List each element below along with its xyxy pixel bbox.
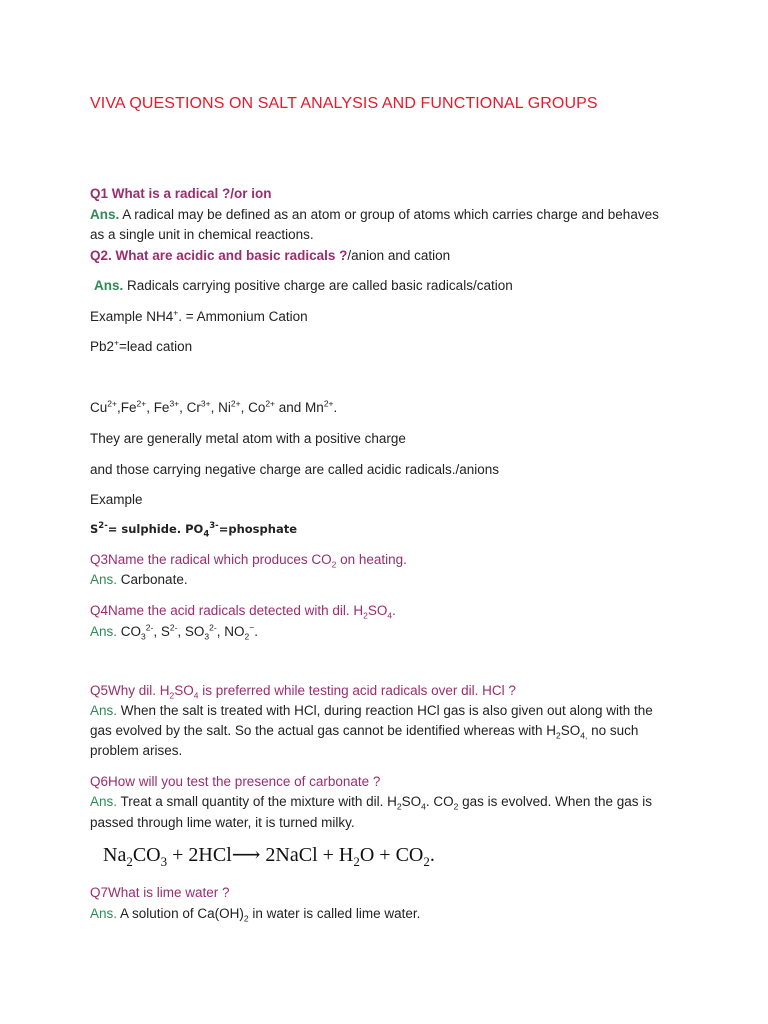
text: SO — [367, 603, 388, 618]
subscript: 2 — [331, 559, 337, 570]
superscript: 2+ — [230, 398, 241, 409]
page-title: VIVA QUESTIONS ON SALT ANALYSIS AND FUNCTIONAL GROUPS — [90, 95, 598, 112]
text: Example NH4 — [90, 309, 174, 324]
text: , Ni — [210, 400, 231, 415]
text: , Fe — [146, 400, 170, 415]
superscript: 3+ — [200, 398, 211, 409]
example-ammonium — [90, 308, 728, 325]
text: Na — [103, 844, 127, 866]
text: . — [392, 603, 396, 618]
subscript: 2 — [396, 801, 402, 812]
ans-label: Ans. — [90, 572, 118, 587]
superscript: 2- — [209, 622, 217, 633]
subscript: 3 — [160, 854, 168, 869]
subscript: 2 — [169, 690, 175, 701]
text: . — [333, 400, 338, 415]
answer-6 — [90, 793, 728, 810]
superscript: 2- — [145, 622, 154, 633]
subscript: 2 — [244, 631, 250, 642]
superscript: 2+ — [136, 398, 147, 409]
text: ,Fe — [116, 400, 137, 415]
superscript: + — [114, 337, 119, 348]
text: =lead cation — [119, 339, 193, 354]
metal-atom-line: They are generally metal atom with a positive charge — [90, 431, 406, 446]
ans-label: Ans. — [90, 624, 118, 639]
text: on heating. — [336, 552, 407, 567]
chemical-equation — [103, 842, 728, 867]
subscript: 2 — [353, 854, 360, 869]
text: . = Ammonium Cation — [178, 309, 308, 324]
superscript: 2- — [169, 622, 178, 633]
superscript: 2+ — [323, 398, 334, 409]
text: , S — [153, 624, 170, 639]
subscript: 4 — [421, 801, 426, 812]
text: . — [429, 844, 435, 866]
text: CO — [120, 624, 142, 639]
text: Cu — [90, 400, 108, 415]
subscript: 3 — [141, 631, 146, 642]
ans-label: Ans. — [90, 207, 120, 222]
answer-5-line2 — [90, 722, 728, 739]
text: + 2HCl⟶ 2NaCl + H — [167, 844, 354, 866]
text: Q4Name the acid radicals detected with dil. H — [90, 603, 364, 618]
superscript: 2+ — [265, 398, 276, 409]
ans-label: Ans. — [94, 278, 124, 293]
text: A solution of Ca(OH) — [120, 906, 244, 921]
text: Carbonate. — [120, 572, 188, 587]
superscript: + — [173, 307, 179, 318]
subscript: 4, — [580, 730, 588, 741]
sulphide-phosphate-line — [90, 521, 728, 538]
text: Treat a small quantity of the mixture with dil. H — [120, 794, 397, 809]
text: Q3Name the radical which produces CO — [90, 552, 332, 567]
text: S — [90, 522, 99, 536]
text: and Mn — [275, 400, 324, 415]
question-2-bold: Q2. What are acidic and basic radicals ? — [90, 248, 348, 263]
text: gas evolved by the salt. So the actual gas cannot be identified whereas with H — [90, 723, 557, 738]
subscript: 3 — [204, 631, 210, 642]
text: gas is evolved. When the gas is — [458, 794, 652, 809]
superscript: − — [249, 622, 255, 633]
subscript: 2 — [556, 730, 561, 741]
ans-label: Ans. — [90, 703, 118, 718]
ans-label: Ans. — [90, 794, 118, 809]
text: O + CO — [359, 844, 424, 866]
ans-label: Ans. — [90, 906, 118, 921]
text: SO — [174, 683, 194, 698]
answer-2-text: Radicals carrying positive charge are called basic radicals/cation — [127, 278, 513, 293]
question-3 — [90, 551, 728, 568]
acidic-radicals-line: and those carrying negative charge are called acidic radicals./anions — [90, 462, 499, 477]
answer-7 — [90, 905, 728, 922]
subscript: 4 — [193, 690, 199, 701]
subscript: 2 — [126, 854, 133, 869]
question-6: Q6How will you test the presence of carbonate ? — [90, 774, 381, 789]
text: SO — [560, 723, 581, 738]
answer-5 — [90, 702, 728, 719]
answer-1 — [90, 206, 728, 223]
answer-3 — [90, 571, 728, 588]
answer-6-line2: passed through lime water, it is turned milky. — [90, 815, 355, 830]
text: SO — [401, 794, 422, 809]
subscript: 4 — [387, 610, 393, 621]
answer-1-line2: as a single unit in chemical reactions. — [90, 227, 314, 242]
text: in water is called lime water. — [248, 906, 421, 921]
superscript: 3- — [209, 521, 219, 532]
answer-1-line1: A radical may be defined as an atom or group of atoms which carries charge and behaves — [122, 207, 659, 222]
text: CO — [132, 844, 161, 866]
cations-list — [90, 399, 728, 416]
text: , Cr — [179, 400, 201, 415]
subscript: 2 — [453, 801, 459, 812]
text: , SO — [177, 624, 205, 639]
superscript: 2+ — [107, 398, 117, 409]
text: Q5Why dil. H — [90, 683, 170, 698]
text: , Co — [240, 400, 266, 415]
question-5 — [90, 682, 728, 699]
question-1: Q1 What is a radical ?/or ion — [90, 186, 272, 201]
subscript: 2 — [363, 610, 368, 621]
example-label: Example — [90, 492, 143, 507]
text: When the salt is treated with HCl, during reaction HCl gas is also given out along with the — [120, 703, 653, 718]
text: is preferred while testing acid radicals over dil. HCl ? — [198, 683, 516, 698]
text: = sulphide. PO — [107, 522, 204, 536]
text: . CO — [425, 794, 454, 809]
question-2 — [90, 247, 728, 264]
question-7: Q7What is lime water ? — [90, 885, 230, 900]
subscript: 2 — [423, 854, 430, 869]
question-2-rest: /anion and cation — [347, 248, 451, 263]
answer-2 — [94, 277, 728, 294]
text: . — [254, 624, 258, 639]
superscript: 3+ — [169, 398, 180, 409]
question-4 — [90, 602, 728, 619]
subscript: 2 — [243, 913, 249, 924]
text: no such — [587, 723, 639, 738]
text: , NO — [216, 624, 245, 639]
answer-4 — [90, 623, 728, 640]
superscript: 2- — [98, 521, 108, 532]
text: Pb2 — [90, 339, 115, 354]
lead-cation — [90, 338, 728, 355]
subscript: 4 — [203, 529, 210, 540]
text: =phosphate — [218, 522, 297, 536]
answer-5-line3: problem arises. — [90, 743, 183, 758]
